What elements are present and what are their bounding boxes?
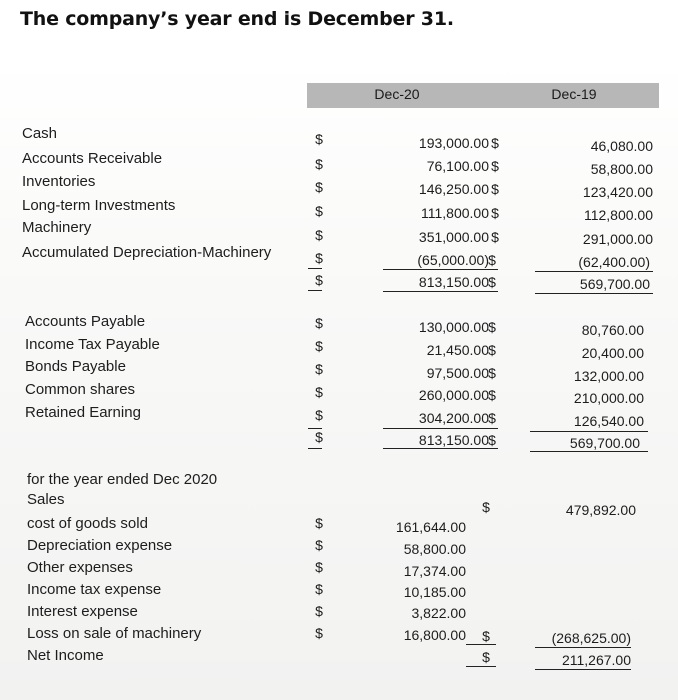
table-row	[0, 603, 678, 625]
expense-value: 161,644.00	[395, 519, 466, 535]
currency-symbol: $	[315, 625, 323, 641]
value-dec20: 97,500.00	[426, 365, 489, 381]
currency-symbol: $	[491, 135, 499, 151]
table-row	[0, 173, 678, 200]
underline	[383, 448, 498, 449]
table-row	[0, 197, 678, 223]
currency-symbol: $	[315, 581, 323, 597]
column-header-dec20: Dec-20	[374, 86, 420, 102]
currency-symbol: $	[315, 156, 323, 172]
currency-symbol: $	[315, 515, 323, 531]
currency-symbol: $	[488, 365, 496, 381]
row-label: cost of goods sold	[27, 515, 148, 532]
underline	[308, 448, 322, 449]
value-dec19: 210,000.00	[573, 390, 644, 406]
value-dec20: 130,000.00	[418, 319, 489, 335]
total-dec20: 813,150.00	[418, 274, 489, 290]
expense-value: 10,185.00	[403, 584, 466, 600]
underline	[308, 290, 322, 291]
row-label: Accounts Receivable	[22, 150, 163, 167]
currency-symbol: $	[315, 250, 323, 266]
expense-value: 58,800.00	[403, 541, 466, 557]
currency-symbol: $	[315, 407, 323, 423]
expense-value: 16,800.00	[403, 627, 466, 643]
value-dec20: 351,000.00	[418, 229, 489, 245]
row-label: Income tax expense	[27, 581, 162, 598]
currency-symbol: $	[315, 338, 323, 354]
expense-value: 3,822.00	[411, 605, 466, 621]
value-dec19: 112,800.00	[583, 207, 653, 223]
table-row	[0, 219, 678, 247]
net-income-value: 211,267.00	[561, 652, 631, 668]
table-row-sales	[0, 491, 678, 518]
value-dec19: (62,400.00)	[578, 254, 650, 270]
row-label: Common shares	[25, 381, 136, 398]
table-row	[0, 244, 678, 270]
value-dec19: 123,420.00	[582, 184, 653, 200]
underline	[383, 291, 498, 292]
row-label: Income Tax Payable	[25, 336, 160, 353]
currency-symbol: $	[488, 274, 496, 290]
value-dec19: 132,000.00	[573, 368, 644, 384]
row-label: Depreciation expense	[27, 537, 173, 554]
row-label: Cash	[22, 125, 58, 142]
currency-symbol: $	[315, 203, 323, 219]
table-row-total	[0, 268, 678, 290]
value-dec20: 76,100.00	[426, 158, 489, 174]
currency-symbol: $	[488, 319, 496, 335]
underline	[466, 666, 496, 667]
row-label: Inventories	[22, 173, 96, 190]
currency-symbol: $	[315, 315, 323, 331]
currency-symbol: $	[491, 181, 499, 197]
table-row	[0, 125, 678, 154]
row-label: Retained Earning	[25, 404, 141, 421]
underline	[535, 293, 653, 294]
row-label: Loss on sale of machinery	[27, 625, 202, 642]
currency-symbol: $	[482, 628, 490, 644]
currency-symbol: $	[488, 252, 496, 268]
page-title: The company’s year end is December 31.	[20, 8, 454, 30]
row-label: Bonds Payable	[25, 358, 126, 375]
table-row	[0, 404, 678, 429]
table-row-total	[0, 427, 678, 449]
sales-value: 479,892.00	[565, 502, 636, 518]
expense-value: 17,374.00	[403, 563, 466, 579]
value-dec20: 304,200.00	[418, 410, 489, 426]
currency-symbol: $	[315, 179, 323, 195]
value-dec19: 58,800.00	[590, 161, 653, 177]
row-label: Machinery	[22, 219, 92, 236]
table-row	[0, 625, 678, 647]
total-dec19: 569,700.00	[569, 435, 640, 451]
value-dec20: 193,000.00	[418, 135, 489, 151]
currency-symbol: $	[315, 361, 323, 377]
table-row	[0, 515, 678, 537]
row-label: Net Income	[27, 647, 104, 664]
currency-symbol: $	[488, 387, 496, 403]
currency-symbol: $	[315, 429, 323, 445]
table-row-net-income	[0, 647, 678, 669]
currency-symbol: $	[315, 384, 323, 400]
income-heading: for the year ended Dec 2020	[27, 471, 218, 488]
row-label: Sales	[27, 491, 65, 508]
currency-symbol: $	[315, 559, 323, 575]
currency-symbol: $	[315, 227, 323, 243]
currency-symbol: $	[315, 131, 323, 147]
value-dec19: 80,760.00	[581, 322, 644, 338]
underline	[535, 669, 631, 670]
currency-symbol: $	[315, 537, 323, 553]
column-header-dec19: Dec-19	[551, 86, 597, 102]
currency-symbol: $	[315, 272, 323, 288]
value-dec19: 46,080.00	[590, 138, 653, 154]
currency-symbol: $	[488, 432, 496, 448]
table-row	[0, 336, 678, 361]
total-dec19: 569,700.00	[579, 276, 650, 292]
currency-symbol: $	[482, 499, 490, 515]
value-dec20: 21,450.00	[426, 342, 489, 358]
row-label: Long-term Investments	[22, 197, 176, 214]
value-dec19: 126,540.00	[573, 413, 644, 429]
table-row	[0, 313, 678, 338]
table-row	[0, 581, 678, 603]
value-dec20: 111,800.00	[421, 205, 489, 221]
currency-symbol: $	[488, 342, 496, 358]
underline	[466, 644, 496, 645]
value-dec20: (65,000.00)	[417, 252, 489, 268]
value-dec19: 20,400.00	[581, 345, 644, 361]
total-expenses-value: (268,625.00)	[551, 630, 631, 646]
currency-symbol: $	[488, 410, 496, 426]
currency-symbol: $	[491, 229, 499, 245]
currency-symbol: $	[482, 649, 490, 665]
row-label: Accumulated Depreciation-Machinery	[22, 244, 272, 261]
total-dec20: 813,150.00	[418, 432, 489, 448]
table-row	[0, 559, 678, 581]
table-row	[0, 381, 678, 406]
table-row	[0, 537, 678, 559]
underline	[530, 451, 648, 452]
currency-symbol: $	[315, 603, 323, 619]
value-dec20: 146,250.00	[418, 181, 489, 197]
row-label: Accounts Payable	[25, 313, 146, 330]
value-dec19: 291,000.00	[582, 231, 653, 247]
value-dec20: 260,000.00	[418, 387, 489, 403]
table-row	[0, 358, 678, 384]
row-label: Interest expense	[27, 603, 138, 620]
currency-symbol: $	[491, 205, 499, 221]
row-label: Other expenses	[27, 559, 133, 576]
table-row	[0, 150, 678, 177]
currency-symbol: $	[491, 158, 499, 174]
